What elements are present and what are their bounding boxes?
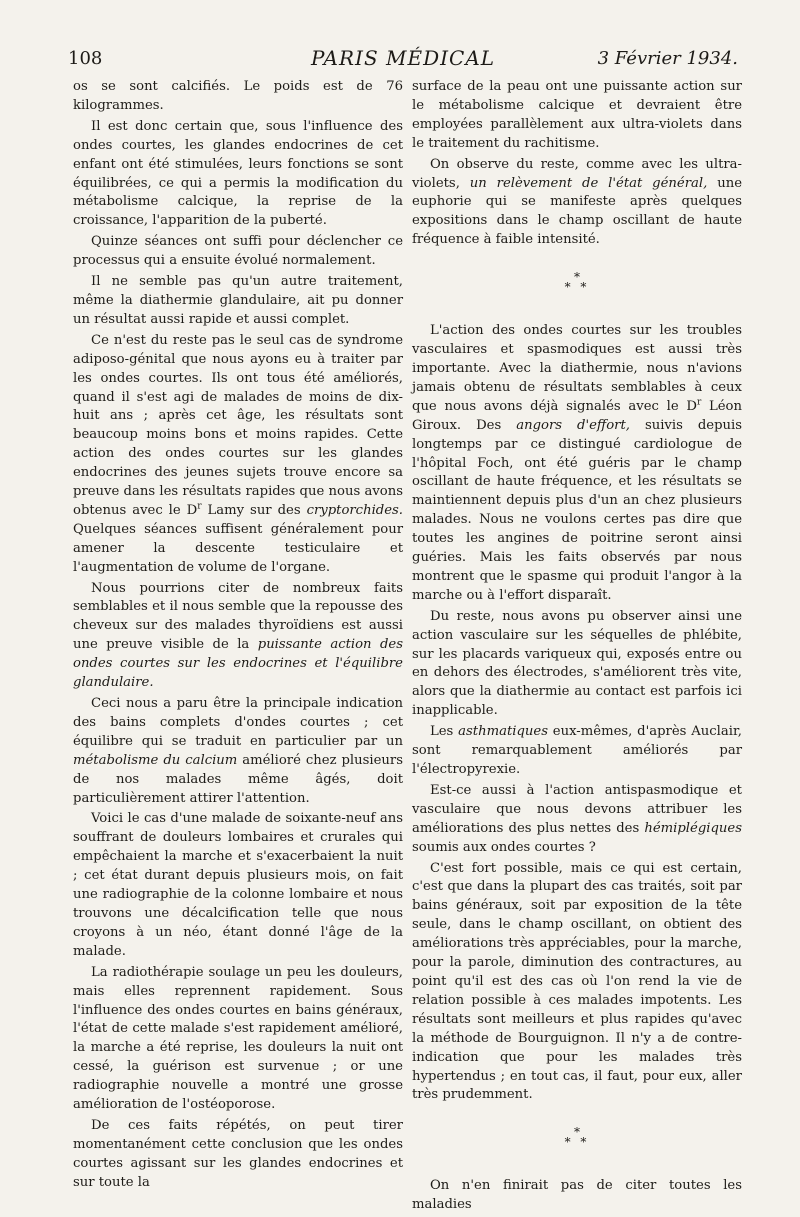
text-run: Lamy sur des xyxy=(201,502,307,518)
paragraph: De ces faits répétés, on peut tirer momentanément cette conclusion que les ondes courtes agissant sur les glandes endocrines et sur toute la xyxy=(73,1117,403,1190)
paragraph xyxy=(412,782,742,858)
superscript: r xyxy=(696,397,702,408)
paragraph: On n'en finirait pas de citer toutes les maladies xyxy=(412,1178,742,1213)
text-run: amélioré chez plusieurs de nos malades même âgés, doit particulièrement attirer l'attention. xyxy=(73,752,403,806)
paragraph: La radiothérapie soulage un peu les douleurs, mais elles reprennent rapidement. Sous l'influence des ondes courtes en bains généraux, l'état de cette malade s'est rapidement amélioré, la marche a été reprise, les douleurs la nuit ont cessé, la guérison est survenue ; or une radiographie nouvelle a montré une grosse amélioration de l'ostéoporose. xyxy=(73,964,403,1113)
text-run: Nous pourrions citer de nombreux faits semblables et il nous semble que la repousse des cheveux sur des malades thyroïdiens est aussi une preuve visible de la xyxy=(73,580,403,653)
asterism-bottom: * * xyxy=(564,1135,590,1150)
emphasis: asthmatiques xyxy=(458,724,548,740)
text-run: Est-ce aussi à l'action antispasmodique et vasculaire que nous devons attribuer les améliorations des plus nettes des xyxy=(412,782,742,836)
section-separator xyxy=(412,270,742,295)
emphasis: angors d'effort, xyxy=(516,417,630,433)
right-column xyxy=(412,78,742,1217)
text-run: Ceci nous a paru être la principale indication des bains complets d'ondes courtes ; cet équilibre qui se traduit en particulier par un xyxy=(73,696,403,749)
emphasis: hémiplégiques xyxy=(644,820,742,836)
asterism-top: * xyxy=(574,270,580,285)
text-run: eux-mêmes, d'après Auclair, sont remarquablement améliorés par l'électropyrexie. xyxy=(412,724,742,777)
text-run: Ce n'est du reste pas le seul cas de syndrome adiposo-génital que nous ayons eu à traiter par les ondes courtes. Ils ont tous été améliorés, quand il s'est agi de malades de moins de dix-huit ans ; après cet âge, les résultats sont beaucoup moins bons et moins rapides. Cette action des ondes courtes sur les glandes endocrines des jeunes sujets trouve encore sa preuve dans les résultats rapides que nous avons obtenus avec le D xyxy=(73,332,403,518)
page-header xyxy=(68,46,738,76)
text-run: Quelques séances suffisent généralement pour amener la descente testiculaire et l'augmentation de volume de l'organe. xyxy=(73,521,403,575)
text-run: L'action des ondes courtes sur les troubles vasculaires et spasmodiques est aussi très importante. Avec la diathermie, nous n'avions jamais obtenu de résultats semblables à ceux que nous avons déjà signalés avec le D xyxy=(412,323,742,414)
section-separator xyxy=(412,1125,742,1150)
paragraph: Quinze séances ont suffi pour déclencher ce processus qui a ensuite évolué normalement. xyxy=(73,234,403,269)
paragraph xyxy=(412,723,742,780)
text-run: suivis depuis longtemps par ce distingué cardiologue de l'hôpital Foch, ont été guéris par le champ oscillant de haute fréquence, et les résultats se maintiennent depuis plus d'un an chez plusieurs malades. Nous ne voulons certes pas dire que toutes les angines de poitrine seront ainsi guéries. Mais les faits observés par nous montrent que le spasme qui produit l'angor à la marche ou à l'effort disparaît. xyxy=(412,417,743,603)
paragraph xyxy=(412,156,742,251)
paragraph: Il ne semble pas qu'un autre traitement, même la diathermie glandulaire, ait pu donner un résultat aussi rapide et aussi complet. xyxy=(73,274,403,327)
asterism-bottom: * * xyxy=(564,280,590,295)
text-run: une euphorie qui se manifeste après quelques expositions dans le champ oscillant de haute fréquence à faible intensité. xyxy=(412,175,742,248)
text-run: Léon Giroux. Des xyxy=(412,398,742,433)
text-run: Les xyxy=(430,724,459,740)
journal-title: PARIS MÉDICAL xyxy=(310,46,496,70)
paragraph xyxy=(73,695,403,808)
paragraph: C'est fort possible, mais ce qui est certain, c'est que dans la plupart des cas traités, soit par bains généraux, soit par exposition de la tête seule, dans le champ oscillant, on obtient des améliorations très appréciables, pour la marche, pour la parole, diminution des contractures, au point qu'il est des cas où l'on rend la vie de relation possible à ces malades impotents. Les résultats sont meilleurs et plus rapides qu'avec la méthode de Bourguignon. Il n'y a de contre-indication que pour les malades très hypertendus ; en tout cas, il faut, pour eux, aller très prudemment. xyxy=(412,860,742,1103)
paragraph xyxy=(73,332,403,578)
emphasis: puissante action des ondes courtes sur les endocrines et l'équilibre glandulaire. xyxy=(73,637,403,691)
paragraph xyxy=(412,322,742,606)
text-run: soumis aux ondes courtes ? xyxy=(412,839,596,855)
emphasis: cryptorchides. xyxy=(306,502,403,518)
emphasis: métabolisme du calcium xyxy=(73,752,238,768)
superscript: r xyxy=(197,501,202,512)
issue-date: 3 Février 1934. xyxy=(597,48,738,69)
paragraph xyxy=(73,580,403,693)
paragraph: surface de la peau ont une puissante action sur le métabolisme calcique et devraient être employées parallèlement aux ultra-violets dans le traitement du rachitisme. xyxy=(412,79,742,151)
paragraph: Du reste, nous avons pu observer ainsi une action vasculaire sur les séquelles de phlébite, sur les placards variqueux qui, exposés entre ou en dehors des électrodes, s'améliorent très vite, alors que la diathermie au contact est parfois ici inapplicable. xyxy=(412,608,742,719)
emphasis: un relèvement de l'état général, xyxy=(469,175,708,191)
left-column xyxy=(73,78,403,1195)
asterism-top: * xyxy=(574,1125,580,1140)
paragraph: Il est donc certain que, sous l'influence des ondes courtes, les glandes endocrines de cet enfant ont été stimulées, leurs fonctions se sont équilibrées, ce qui a permis la modification du métabolisme calcique, la reprise de la croissance, l'apparition de la puberté. xyxy=(73,118,403,229)
page-number: 108 xyxy=(68,48,103,69)
text-run: On observe du reste, comme avec les ultra-violets, xyxy=(412,156,742,191)
paragraph: os se sont calcifiés. Le poids est de 76 kilogrammes. xyxy=(73,79,403,113)
paragraph: Voici le cas d'une malade de soixante-neuf ans souffrant de douleurs lombaires et crurales qui empêchaient la marche et s'exacerbaient la nuit ; cet état durant depuis plusieurs mois, on fait une radiographie de la colonne lombaire et nous trouvons une décalcification telle que nous croyons à un néo, étant donné l'âge de la malade. xyxy=(73,811,403,959)
